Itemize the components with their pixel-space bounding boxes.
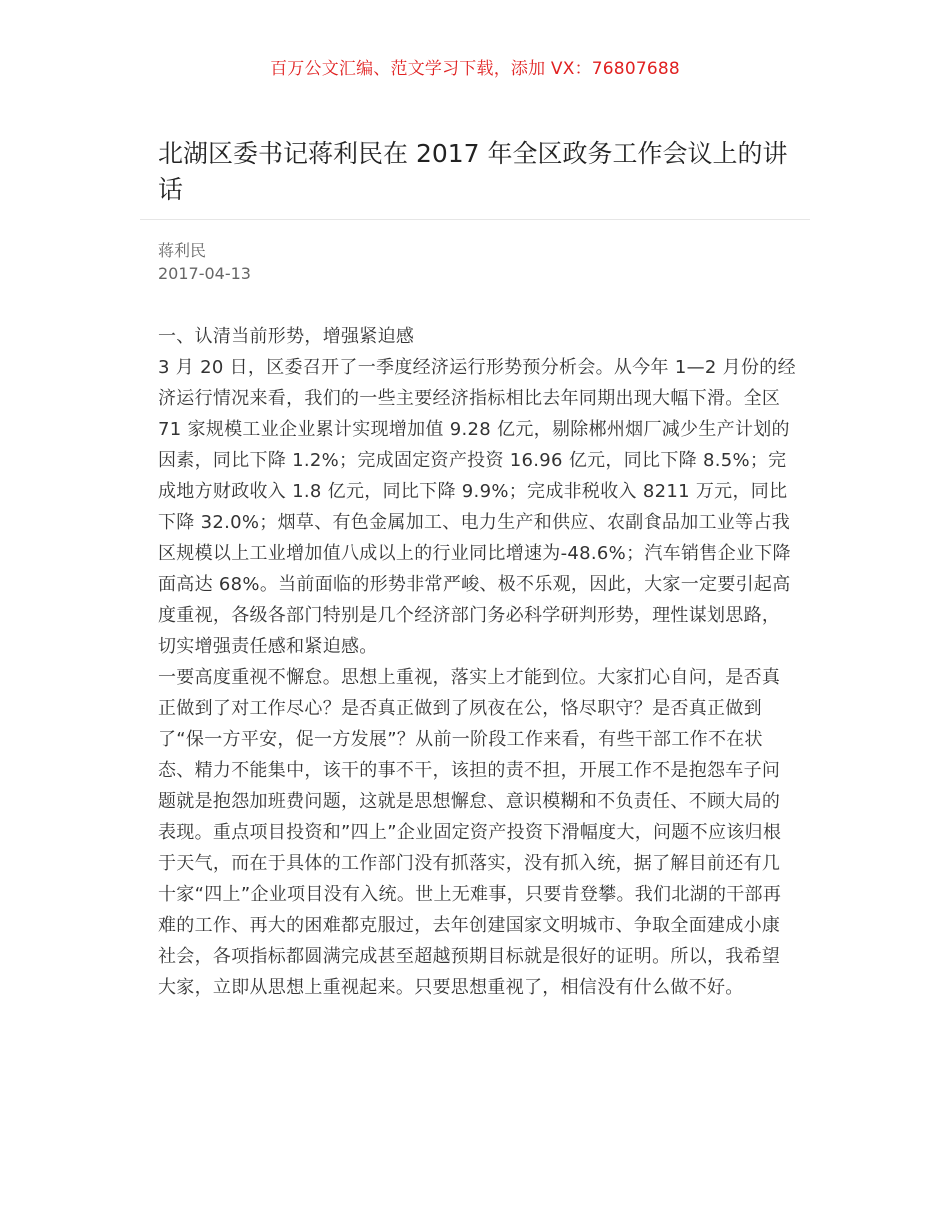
article-body [158, 321, 798, 1003]
article-meta [158, 239, 251, 285]
author-name: 蒋利民 [158, 241, 207, 260]
body-paragraph: 一要高度重视不懈怠。思想上重视，落实上才能到位。大家扪心自问，是否真正做到了对工作尽心？是否真正做到了夙夜在公，恪尽职守？是否真正做到了“保一方平安，促一方发展”？从前一阶段工作来看，有些干部工作不在状态、精力不能集中，该干的事不干，该担的责不担，开展工作不是抱怨车子问题就是抱怨加班费问题，这就是思想懈怠、意识模糊和不负责任、不顾大局的表现。重点项目投资和”四上”企业固定资产投资下滑幅度大，问题不应该归根于天气，而在于具体的工作部门没有抓落实，没有抓入统，据了解目前还有几十家“四上”企业项目没有入统。世上无难事，只要肯登攀。我们北湖的干部再难的工作、再大的困难都克服过，去年创建国家文明城市、争取全面建成小康社会，各项指标都圆满完成甚至超越预期目标就是很好的证明。所以，我希望大家，立即从思想上重视起来。只要思想重视了，相信没有什么做不好。 [158, 667, 782, 998]
section-heading: 一、认清当前形势，增强紧迫感 [158, 326, 415, 347]
title-divider [140, 219, 810, 220]
article-title: 北湖区委书记蒋利民在 2017 年全区政务工作会议上的讲话 [158, 139, 788, 204]
promo-banner: 百万公文汇编、范文学习下载，添加 VX：76807688 [270, 59, 680, 79]
publish-date: 2017-04-13 [158, 264, 251, 283]
body-paragraph: 3 月 20 日，区委召开了一季度经济运行形势预分析会。从今年 1—2 月份的经济运行情况来看，我们的一些主要经济指标相比去年同期出现大幅下滑。全区 71 家规模工业企业累计实现增加值 9.28 亿元，剔除郴州烟厂减少生产计划的因素，同比下降 1.2%；完成固定资产投资 16.96 亿元，同比下降 8.5%；完成地方财政收入 1.8 亿元，同比下降 9.9%；完成非税收入 8211 万元，同比下降 32.0%；烟草、有色金属加工、电力生产和供应、农副食品加工业等占我区规模以上工业增加值八成以上的行业同比增速为-48.6%；汽车销售企业下降面高达 68%。当前面临的形势非常严峻、极不乐观，因此，大家一定要引起高度重视，各级各部门特别是几个经济部门务必科学研判形势，理性谋划思路，切实增强责任感和紧迫感。 [158, 357, 796, 657]
